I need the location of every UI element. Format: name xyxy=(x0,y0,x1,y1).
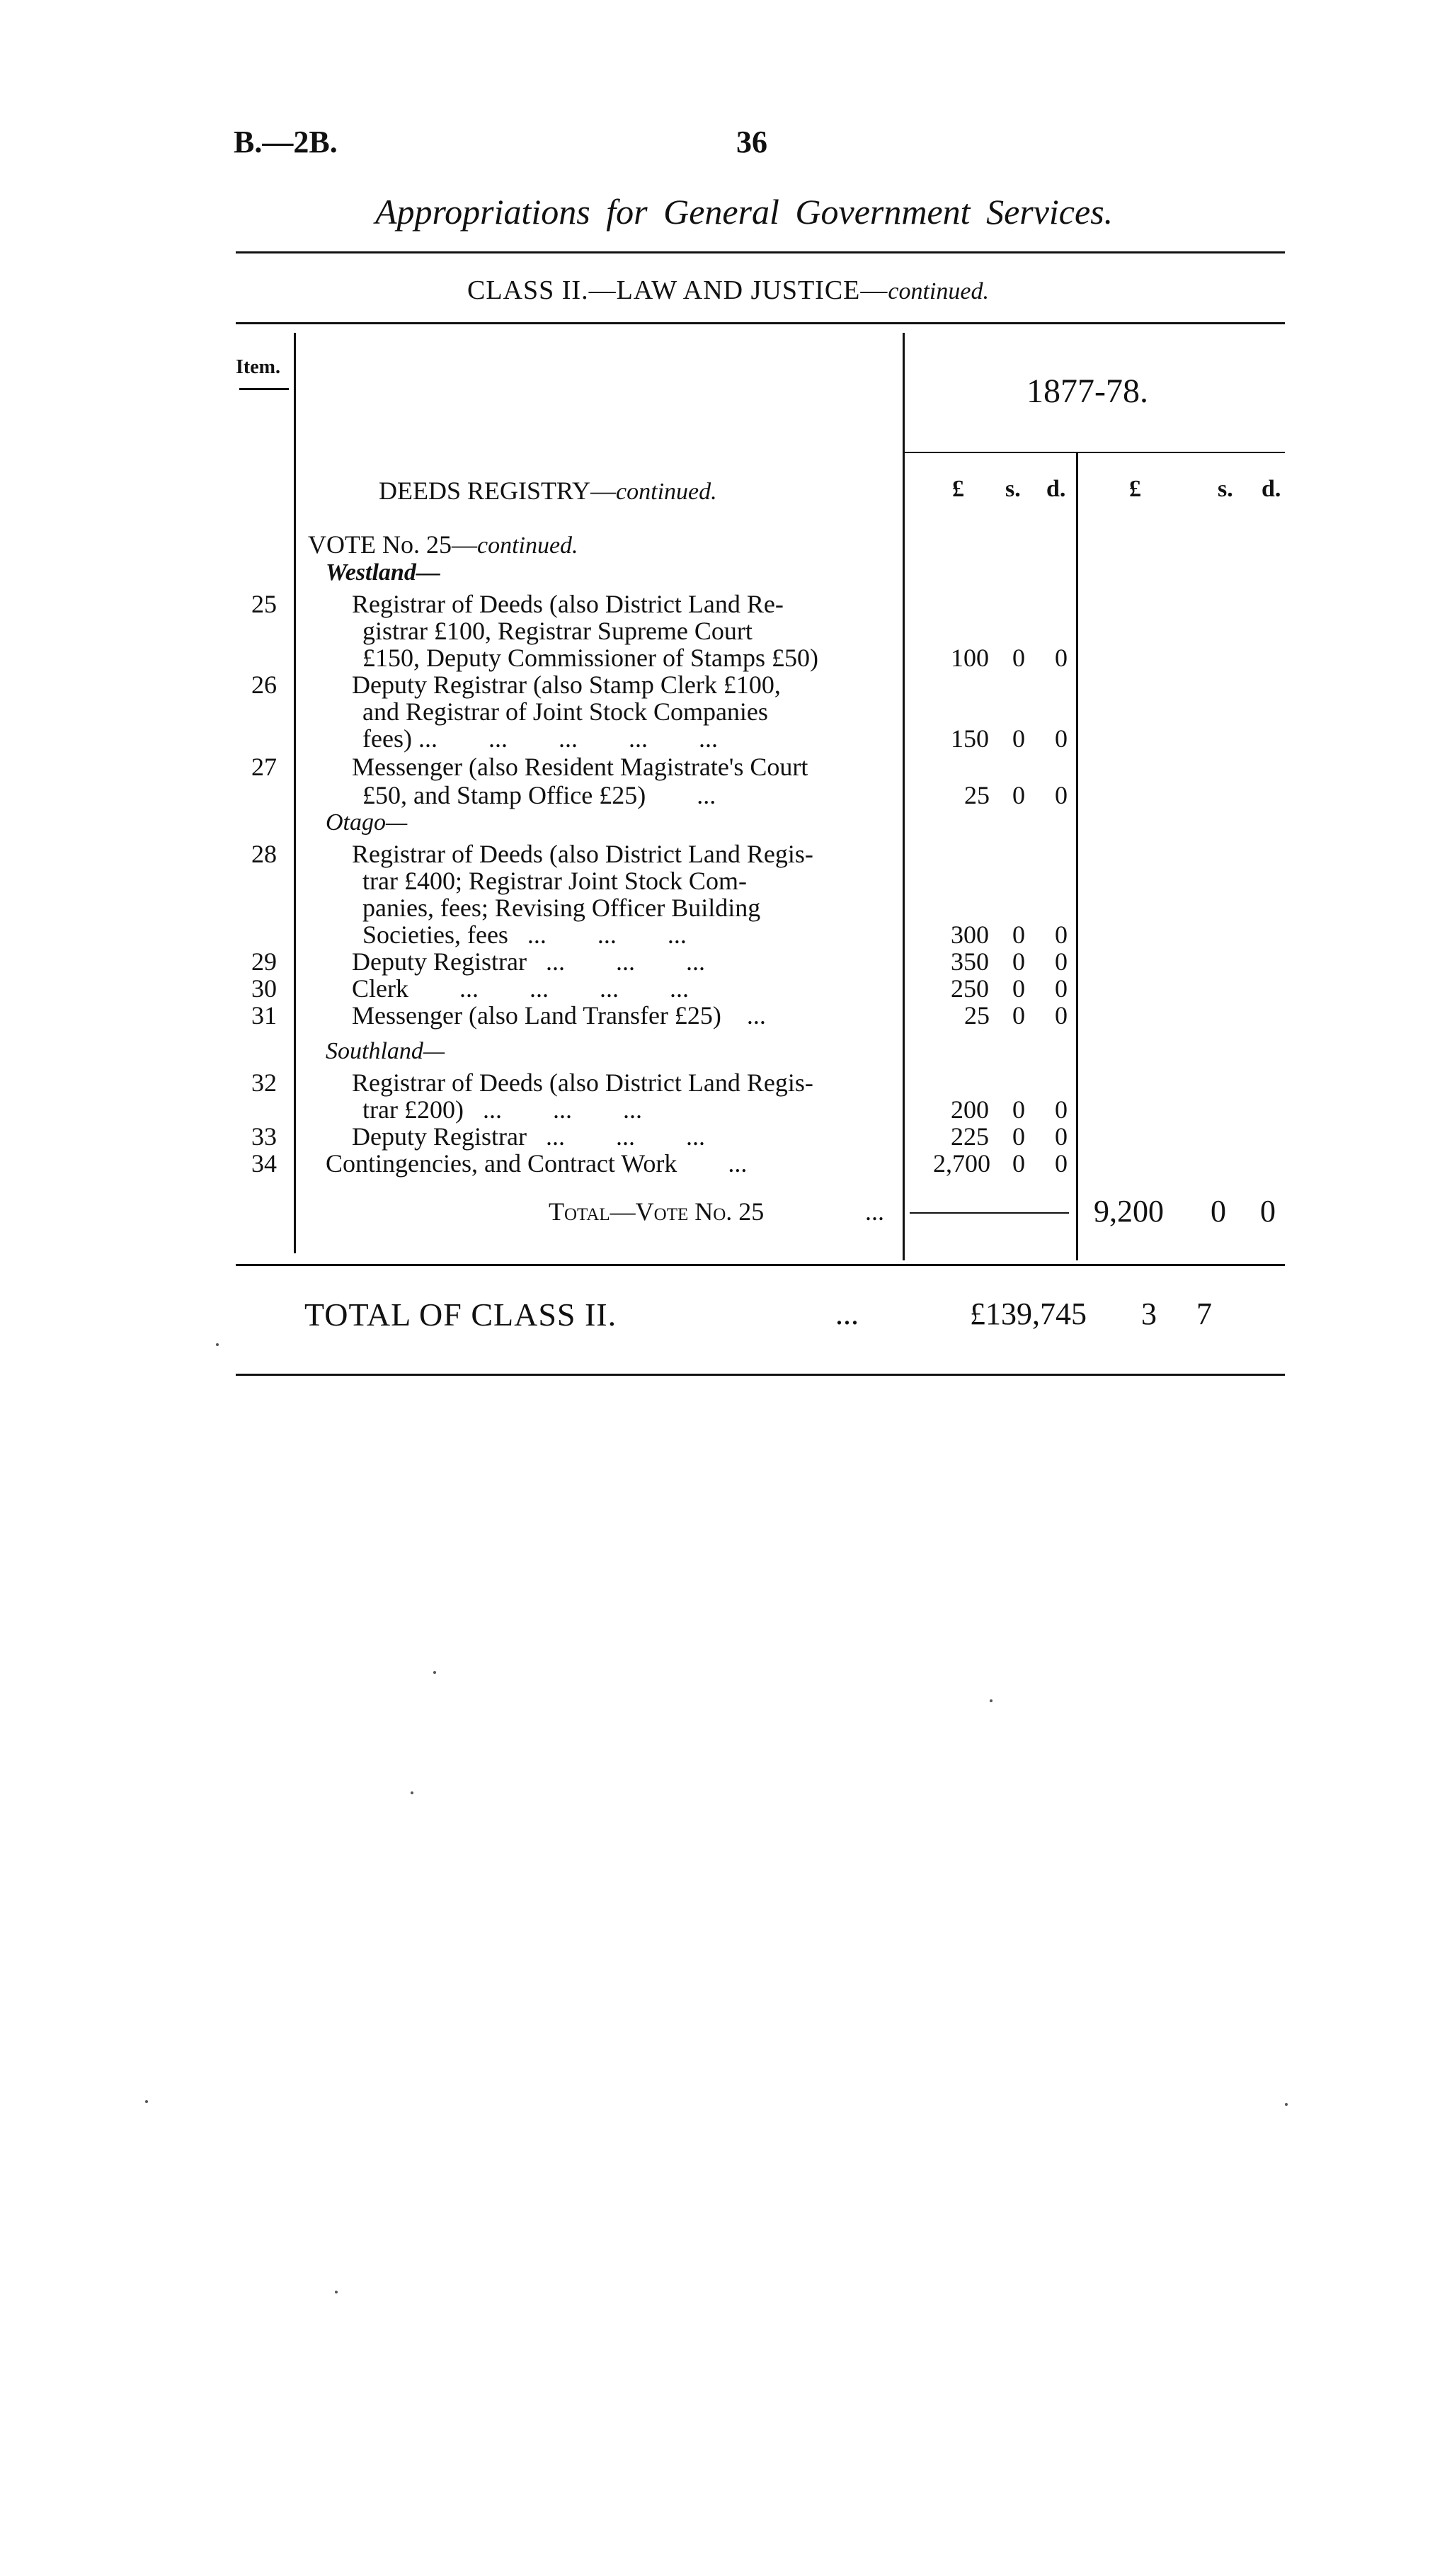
scan-speck xyxy=(411,1791,413,1794)
shilling-header-2: s. xyxy=(1218,476,1233,502)
amount-pounds: 2,700 xyxy=(933,1149,990,1178)
amount-pence: 0 xyxy=(1055,947,1068,976)
amount-pence: 0 xyxy=(1055,1001,1068,1030)
item-description-line: gistrar £100, Registrar Supreme Court xyxy=(362,617,753,645)
item-number: 31 xyxy=(251,1001,277,1030)
class-heading-text: CLASS II.—LAW AND JUSTICE— xyxy=(467,275,888,305)
amount-column-divider xyxy=(903,333,905,1260)
item-number: 29 xyxy=(251,947,277,976)
section-title-continued: continued. xyxy=(616,479,717,505)
scan-speck xyxy=(216,1343,219,1346)
total-vote-shillings: 0 xyxy=(1211,1194,1226,1229)
item-description-line: £50, and Stamp Office £25) ... xyxy=(362,781,716,809)
section-title xyxy=(379,476,717,506)
item-number: 28 xyxy=(251,840,277,868)
item-description-line: Deputy Registrar ... ... ... xyxy=(352,947,705,976)
total-vote-pence: 0 xyxy=(1260,1194,1276,1229)
item-description-line: Registrar of Deeds (also District Land Regis- xyxy=(352,840,813,868)
subtotal-column-divider xyxy=(1076,453,1078,1260)
item-description-line: and Registrar of Joint Stock Companies xyxy=(362,697,768,726)
page-title: Appropriations for General Government Services. xyxy=(375,192,1114,232)
amount-pounds: 350 xyxy=(951,947,989,976)
class-heading xyxy=(467,275,989,306)
total-vote-label: Total—Vote No. 25 xyxy=(549,1197,765,1226)
document-reference: B.—2B. xyxy=(234,125,338,159)
grand-total-label: TOTAL OF CLASS II. xyxy=(304,1296,617,1333)
total-vote-rule xyxy=(910,1212,1069,1214)
item-description-line: Messenger (also Land Transfer £25) ... xyxy=(352,1001,766,1030)
grand-total-pence: 7 xyxy=(1196,1296,1212,1331)
item-description-line: trar £400; Registrar Joint Stock Com- xyxy=(362,867,747,895)
amount-shillings: 0 xyxy=(1012,781,1025,809)
amount-shillings: 0 xyxy=(1012,921,1025,949)
amount-pounds: 150 xyxy=(951,724,989,753)
item-number: 34 xyxy=(251,1149,277,1178)
subhead-otago: Otago— xyxy=(326,809,408,836)
table-bottom-rule xyxy=(236,1264,1285,1266)
item-number: 26 xyxy=(251,671,277,699)
item-description-line: Registrar of Deeds (also District Land Re- xyxy=(352,590,784,618)
amount-pence: 0 xyxy=(1055,921,1068,949)
year-underline xyxy=(905,452,1285,453)
page-number: 36 xyxy=(736,125,767,159)
pound-header-2: £ xyxy=(1129,476,1141,502)
item-number: 25 xyxy=(251,590,277,618)
amount-pounds: 200 xyxy=(951,1095,989,1124)
item-column-label: Item. xyxy=(236,356,280,378)
amount-pence: 0 xyxy=(1055,974,1068,1003)
grand-total-leader: ... xyxy=(835,1296,859,1331)
amount-pence: 0 xyxy=(1055,781,1068,809)
grand-total-shillings: 3 xyxy=(1141,1296,1157,1331)
item-description-line: Deputy Registrar ... ... ... xyxy=(352,1122,705,1151)
amount-shillings: 0 xyxy=(1012,1001,1025,1030)
pound-header: £ xyxy=(952,476,964,502)
amount-pence: 0 xyxy=(1055,1122,1068,1151)
amount-pounds: 25 xyxy=(964,1001,990,1030)
shilling-header: s. xyxy=(1005,476,1021,502)
item-description-line: £150, Deputy Commissioner of Stamps £50) xyxy=(362,644,818,672)
item-number: 30 xyxy=(251,974,277,1003)
footer-rule xyxy=(236,1374,1285,1376)
financial-year: 1877-78. xyxy=(1026,372,1148,410)
class-heading-continued: continued. xyxy=(888,278,989,304)
vote-heading-text: VOTE No. 25— xyxy=(308,530,477,559)
header-rule xyxy=(236,251,1285,253)
scan-speck xyxy=(990,1699,993,1702)
pence-header-2: d. xyxy=(1262,476,1281,502)
item-description-line: Deputy Registrar (also Stamp Clerk £100, xyxy=(352,671,781,699)
scan-speck xyxy=(335,2291,338,2293)
amount-pounds: 100 xyxy=(951,644,989,672)
amount-shillings: 0 xyxy=(1012,947,1025,976)
vote-heading-continued: continued. xyxy=(476,532,578,559)
item-column-divider xyxy=(294,333,296,1253)
item-number: 32 xyxy=(251,1068,277,1097)
item-number: 33 xyxy=(251,1122,277,1151)
amount-shillings: 0 xyxy=(1012,724,1025,753)
pence-header: d. xyxy=(1046,476,1066,502)
subhead-southland: Southland— xyxy=(326,1038,445,1064)
section-title-text: DEEDS REGISTRY— xyxy=(379,477,617,505)
amount-shillings: 0 xyxy=(1012,1095,1025,1124)
amount-pence: 0 xyxy=(1055,1149,1068,1178)
amount-pounds: 250 xyxy=(951,974,989,1003)
scan-speck xyxy=(145,2100,148,2103)
item-description-line: trar £200) ... ... ... xyxy=(362,1095,642,1124)
item-description-line: fees) ... ... ... ... ... xyxy=(362,724,718,753)
item-label-rule xyxy=(239,388,289,390)
total-vote-leader: ... xyxy=(865,1197,884,1226)
item-description-line: Clerk ... ... ... ... xyxy=(352,974,689,1003)
grand-total-pounds: £139,745 xyxy=(970,1296,1087,1331)
scan-speck xyxy=(433,1671,436,1674)
amount-pence: 0 xyxy=(1055,724,1068,753)
amount-pounds: 225 xyxy=(951,1122,989,1151)
scan-speck xyxy=(1285,2103,1288,2106)
amount-pence: 0 xyxy=(1055,644,1068,672)
amount-shillings: 0 xyxy=(1012,974,1025,1003)
amount-pounds: 25 xyxy=(964,781,990,809)
amount-shillings: 0 xyxy=(1012,644,1025,672)
subhead-westland: Westland— xyxy=(326,559,440,586)
amount-shillings: 0 xyxy=(1012,1122,1025,1151)
total-vote-pounds: 9,200 xyxy=(1094,1194,1164,1229)
item-description-line: panies, fees; Revising Officer Building xyxy=(362,894,761,922)
item-description-line: Societies, fees ... ... ... xyxy=(362,921,687,949)
item-number: 27 xyxy=(251,753,277,781)
amount-pounds: 300 xyxy=(951,921,989,949)
item-description-line: Messenger (also Resident Magistrate's Court xyxy=(352,753,808,781)
item-description-line: Contingencies, and Contract Work ... xyxy=(326,1149,748,1178)
table-top-rule xyxy=(236,322,1285,324)
amount-shillings: 0 xyxy=(1012,1149,1025,1178)
amount-pence: 0 xyxy=(1055,1095,1068,1124)
vote-heading xyxy=(308,530,578,559)
item-description-line: Registrar of Deeds (also District Land Regis- xyxy=(352,1068,813,1097)
